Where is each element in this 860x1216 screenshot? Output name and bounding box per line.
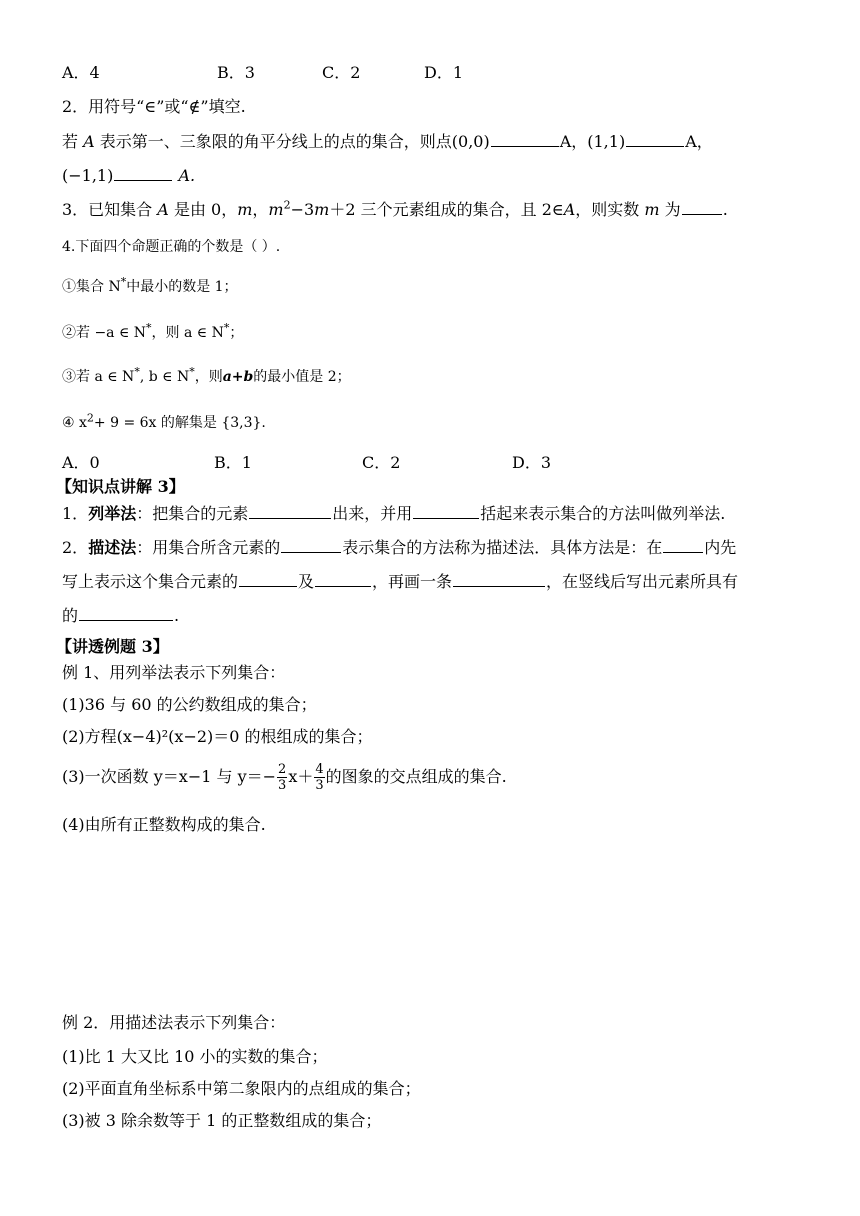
q4-option-c: C．2 xyxy=(362,453,401,472)
q3-text: m xyxy=(644,200,660,219)
q3-text: ，则实数 xyxy=(575,200,640,219)
example-2-title: 例 2．用描述法表示下列集合： xyxy=(62,1013,286,1032)
q3-text: m xyxy=(314,200,330,219)
q2-line1 xyxy=(62,130,713,153)
knowledge-text: 写上表示这个集合元素的 xyxy=(62,572,239,591)
knowledge-text: 括起来表示集合的方法叫做列举法. xyxy=(480,504,726,523)
knowledge-blank-8[interactable] xyxy=(79,604,173,621)
q4-option-a: A．0 xyxy=(62,453,100,472)
knowledge-line-2 xyxy=(62,536,736,559)
q1-option-b: B．3 xyxy=(217,63,255,82)
q3-blank[interactable] xyxy=(682,198,722,215)
q3-text: −3 xyxy=(290,200,315,219)
q3-text: ＋2 三个元素组成的集合，且 2∈ xyxy=(329,200,564,219)
q4-text: ，则 xyxy=(194,369,223,385)
fraction-numerator: 4 xyxy=(315,762,324,777)
knowledge-text: 2． xyxy=(62,538,89,557)
example-1-item-1: (1)36 与 60 的公约数组成的集合； xyxy=(62,695,317,714)
knowledge-text: 1． xyxy=(62,504,89,523)
q4-text: ； xyxy=(229,325,244,341)
q2-text: A. xyxy=(178,166,196,185)
q2-text: (−1,1) xyxy=(62,166,114,185)
example-2-item-2: (2)平面直角坐标系中第二象限内的点组成的集合； xyxy=(62,1079,421,1098)
example-2-item-3: (3)被 3 除余数等于 1 的正整数组成的集合； xyxy=(62,1111,382,1130)
knowledge-text: . xyxy=(174,606,180,625)
q4-text: * xyxy=(146,321,152,335)
q4-statement-4 xyxy=(62,412,266,434)
q4-stem: 4.下面四个命题正确的个数是（ ）. xyxy=(62,239,281,255)
q2-text: A，(1,1) xyxy=(559,132,626,151)
q4-statement-2 xyxy=(62,322,243,344)
knowledge-text: ，在竖线后写出元素所具有 xyxy=(546,572,739,591)
q4-text: * xyxy=(189,365,195,379)
example-2-item-1: (1)比 1 大又比 10 小的实数的集合； xyxy=(62,1047,328,1066)
q4-text: ，则 a ∈ N xyxy=(151,325,224,341)
q3-text: A xyxy=(563,200,576,219)
q4-text: + 9 = 6x 的解集是 {3,3}. xyxy=(93,415,266,431)
q4-text: 2 xyxy=(86,411,94,425)
q3-text: . xyxy=(722,200,728,219)
knowledge-blank-4[interactable] xyxy=(663,536,703,553)
knowledge-text: ：把集合的元素 xyxy=(136,504,249,523)
examples-heading: 【讲透例题 3】 xyxy=(56,637,169,656)
knowledge-text: 的 xyxy=(62,606,79,625)
q4-options-row xyxy=(62,452,551,474)
q2-text: A， xyxy=(685,132,713,151)
q4-text: * xyxy=(120,275,127,289)
fraction-denominator: 3 xyxy=(315,778,324,793)
example-1-item-4: (4)由所有正整数构成的集合. xyxy=(62,815,266,834)
knowledge-blank-7[interactable] xyxy=(453,570,545,587)
q2-blank-3[interactable] xyxy=(114,164,172,181)
q2-text: 若 xyxy=(62,132,79,151)
q4-statement-1 xyxy=(62,276,238,298)
q3-text: 是由 0， xyxy=(173,200,238,219)
knowledge-line-1 xyxy=(62,502,725,525)
q4-option-b: B．1 xyxy=(214,453,252,472)
q1-option-a: A．4 xyxy=(62,63,100,82)
knowledge-blank-3[interactable] xyxy=(281,536,341,553)
q4-option-d: D．3 xyxy=(512,453,552,472)
knowledge-text: 出来，并用 xyxy=(332,504,413,523)
example-1-item-3 xyxy=(62,762,507,793)
knowledge-term: 描述法 xyxy=(88,538,137,557)
q3-text: A xyxy=(157,200,169,219)
q3-text: 2 xyxy=(283,198,291,212)
example-text: (3)一次函数 y＝x−1 与 y＝− xyxy=(62,767,277,786)
q3-text: 3．已知集合 xyxy=(62,200,153,219)
q2-line2 xyxy=(62,164,195,187)
q2-blank-2[interactable] xyxy=(626,130,684,147)
knowledge-text: ：用集合所含元素的 xyxy=(136,538,281,557)
q4-text: 中最小的数是 1； xyxy=(126,279,238,295)
example-1-title: 例 1、用列举法表示下列集合： xyxy=(62,663,286,682)
example-text: x＋ xyxy=(288,767,314,786)
q3-text: m xyxy=(237,200,253,219)
knowledge-blank-6[interactable] xyxy=(315,570,371,587)
q4-text: * xyxy=(223,321,230,335)
q2-stem: 2．用符号“∈”或“∉”填空. xyxy=(62,97,246,116)
knowledge-text: 内先 xyxy=(704,538,737,557)
q4-text: a+b xyxy=(222,369,254,385)
fraction-4-3 xyxy=(314,762,324,793)
knowledge-blank-2[interactable] xyxy=(413,502,479,519)
knowledge-blank-1[interactable] xyxy=(249,502,331,519)
q3-text: 为 xyxy=(664,200,681,219)
q3-line xyxy=(62,198,728,221)
example-text: 的图象的交点组成的集合. xyxy=(325,767,507,786)
knowledge-text: ，再画一条 xyxy=(372,572,453,591)
q4-text: , b ∈ N xyxy=(139,369,190,385)
example-1-item-2: (2)方程(x−4)²(x−2)＝0 的根组成的集合； xyxy=(62,727,373,746)
knowledge-text: 表示集合的方法称为描述法．具体方法是：在 xyxy=(342,538,663,557)
q4-text: * xyxy=(134,365,140,379)
knowledge-line-3 xyxy=(62,570,738,593)
fraction-2-3 xyxy=(277,762,287,793)
q4-text: ④ x xyxy=(62,415,87,431)
fraction-numerator: 2 xyxy=(278,762,287,777)
q2-set-a: A xyxy=(83,132,95,151)
q1-option-d: D．1 xyxy=(424,63,464,82)
q4-statement-3 xyxy=(62,366,351,388)
q2-blank-1[interactable] xyxy=(491,130,559,147)
q1-options-row xyxy=(62,62,463,84)
q4-text: 的最小值是 2； xyxy=(253,369,351,385)
knowledge-heading: 【知识点讲解 3】 xyxy=(56,477,185,496)
knowledge-text: 及 xyxy=(298,572,315,591)
knowledge-line-4 xyxy=(62,604,179,627)
knowledge-term: 列举法 xyxy=(88,504,137,523)
q1-option-c: C．2 xyxy=(322,63,361,82)
q3-text: ， xyxy=(252,200,269,219)
fraction-denominator: 3 xyxy=(278,778,287,793)
q2-text: 表示第一、三象限的角平分线上的点的集合，则点(0,0) xyxy=(99,132,490,151)
q4-text: ③若 a ∈ N xyxy=(62,369,135,385)
q3-text: m xyxy=(268,200,284,219)
q4-text: ②若 −a ∈ N xyxy=(62,325,147,341)
knowledge-blank-5[interactable] xyxy=(239,570,297,587)
q4-text: ①集合 N xyxy=(62,279,121,295)
